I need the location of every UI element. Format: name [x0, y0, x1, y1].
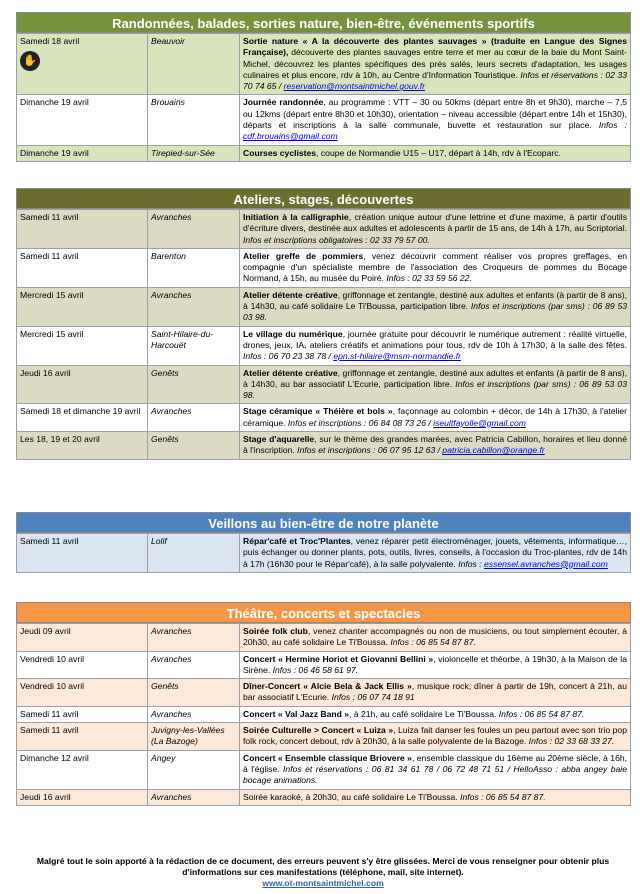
event-row: [17, 750, 631, 789]
event-description: [240, 287, 631, 326]
event-description: [240, 248, 631, 287]
event-place: Brouains: [148, 95, 240, 145]
event-date: Dimanche 19 avril: [17, 145, 148, 161]
event-info: Infos : 06 85 54 87 87.: [496, 708, 585, 719]
event-text: , création unique autour d'une lettrine et d'une maxime, à partir d'outils d'écriture divers, destinée aux adultes et adolescents à partir de 15 ans, de 14h à 17h, au Scriptorial.: [243, 212, 628, 234]
event-info: Infos et inscriptions (par sms) : 06 89 53 03 98.: [243, 378, 627, 401]
event-place: Barenton: [148, 248, 240, 287]
event-row: [17, 723, 631, 751]
event-info: Infos : 06 85 54 87 87.: [387, 637, 476, 648]
event-email-link[interactable]: epn.st-hilaire@msm-normandie.fr: [333, 351, 461, 362]
event-place: Tirepied-sur-Sée: [148, 145, 240, 161]
event-title: Courses cyclistes: [243, 147, 317, 158]
event-date: Vendredi 10 avril: [17, 679, 148, 707]
event-date: Samedi 18 avril ✋: [17, 34, 148, 95]
event-row: [17, 534, 631, 573]
event-title: Atelier détente créative: [243, 289, 338, 300]
event-row: [17, 95, 631, 145]
event-place: Avranches: [148, 706, 240, 722]
event-place: Avranches: [148, 404, 240, 432]
event-text: , façonnage au colombin + décor, de 14h à 17h30, à l'atelier céramique.: [243, 406, 627, 428]
event-info: Infos et inscriptions obligatoires : 02 33 79 57 00.: [243, 234, 430, 245]
event-place: Avranches: [148, 624, 240, 652]
event-text: , venez réparer petit électroménager, jouets, vêtements, informatique…, puis échanger ou donner plants, pots, outils, livres, conseils, à l'occasion du Troc-plantes, rdv de 14h à 17h (16h30 pour le Répar'café), à la salle polyvalente.: [243, 536, 627, 569]
event-title: Le village du numérique: [243, 328, 343, 339]
event-title: Concert « Ensemble classique Briovere »: [243, 752, 412, 763]
event-row: [17, 248, 631, 287]
events-table: [16, 623, 631, 806]
event-place: Genêts: [148, 432, 240, 460]
event-text: , griffonnage et zentangle, destiné aux adultes et enfants (à partir de 8 ans), à 14h30, au café solidaire Le Ti'Boussa, participation libre.: [243, 289, 627, 312]
event-description: [240, 34, 631, 95]
event-row: [17, 624, 631, 652]
event-text: , coupe de Normandie U15 – U17, départ à 14h, rdv à l'Ecoparc.: [316, 147, 561, 158]
event-row: [17, 326, 631, 365]
events-table: [16, 209, 631, 460]
event-text: , sur le thème des grandes marées, avec Patricia Cabillon, horaires et lieu donné à l'inscription.: [243, 434, 627, 456]
event-text: , griffonnage et zentangle, destiné aux adultes et enfants (à partir de 8 ans), à 14h30, au bar associatif L'Ecurie, participation libre.: [243, 367, 627, 389]
event-description: [240, 624, 631, 652]
event-place: Genêts: [148, 365, 240, 404]
event-date: Jeudi 09 avril: [17, 624, 148, 652]
event-description: [240, 723, 631, 751]
event-description: [240, 651, 631, 679]
event-title: Journée randonnée: [243, 97, 324, 108]
event-info: Infos : 02 33 59 56 22.: [383, 273, 472, 284]
event-date: Samedi 11 avril: [17, 534, 148, 573]
event-place: Beauvoir: [148, 34, 240, 95]
section-title: Randonnées, balades, sorties nature, bien-être, événements sportifs: [16, 12, 631, 33]
event-title: Atelier détente créative: [243, 367, 338, 378]
event-title: Soirée folk club: [243, 626, 308, 636]
event-date: Samedi 11 avril: [17, 248, 148, 287]
event-row: [17, 210, 631, 249]
event-row: [17, 789, 631, 805]
event-title: Stage céramique « Théière et bols »: [243, 406, 393, 417]
event-place: Saint-Hilaire-du-Harcouët: [148, 326, 240, 365]
event-text: Soirée karaoké, à 20h30, au café solidaire Le Ti'Boussa.: [243, 791, 458, 802]
event-title: Concert « Val Jazz Band »: [243, 708, 350, 719]
event-description: [240, 404, 631, 432]
section-title: Veillons au bien-être de notre planète: [16, 512, 631, 533]
event-row: [17, 34, 631, 95]
event-text: , venez chanter accompagnés ou non de musiciens, ou tout simplement écouter, à 20h30, au café solidaire Le Ti'Boussa.: [243, 626, 627, 648]
event-text: , à 21h, au café solidaire Le Ti'Boussa.: [349, 708, 497, 719]
event-text: , ensemble classique du 16ème au 20ème siècle, à 16h, à l'église.: [243, 752, 628, 774]
event-date: Dimanche 19 avril: [17, 95, 148, 145]
event-title: Dîner-Concert « Alcie Bela & Jack Ellis »: [243, 681, 412, 692]
section-title: Théâtre, concerts et spectacles: [16, 602, 631, 623]
event-description: [240, 365, 631, 404]
event-description: [240, 145, 631, 161]
event-text: , musique rock, dîner à partir de 19h, concert à 21h, au bar associatif L'Ecurie.: [243, 681, 627, 703]
footer: [18, 856, 628, 889]
event-place: Juvigny-les-Vallées (La Bazoge): [148, 723, 240, 751]
event-place: Genêts: [148, 679, 240, 707]
event-text: , violoncelle et théorbe, à 19h30, à la Maison de la Sirène.: [243, 653, 627, 675]
event-description: [240, 750, 631, 789]
section-title: Ateliers, stages, découvertes: [16, 188, 631, 209]
section-planet: [16, 512, 631, 573]
website-link[interactable]: www.ot-montsaintmichel.com: [262, 878, 384, 888]
section-workshops: [16, 188, 631, 460]
event-row: [17, 432, 631, 460]
event-info: Infos : 06 70 23 38 78 /: [243, 351, 334, 362]
event-email-link[interactable]: iseultfayolle@gmail.com: [433, 417, 526, 428]
event-date: Mercredi 15 avril: [17, 287, 148, 326]
event-row: [17, 706, 631, 722]
event-info: Infos :: [455, 558, 484, 569]
event-place: Avranches: [148, 651, 240, 679]
event-text: , journée gratuite pour découvrir le numérique autrement : réalité virtuelle, drones, jeux, IA, ateliers créatifs et animations pour tous, rdv de 10h à 17h30, à la salle des fêtes.: [243, 328, 627, 350]
event-row: [17, 679, 631, 707]
event-description: [240, 706, 631, 722]
event-description: [240, 432, 631, 460]
event-text: , venez découvrir comment réaliser vos propres greffages, en compagnie d'un spécialiste membre de l'association des Croqueurs de pommes du Bocage Normand, à 15h, au musée du Poiré.: [243, 250, 627, 284]
event-title: Soirée Culturelle > Concert « Luiza »: [243, 725, 394, 736]
event-email-link[interactable]: cdf.brouains@gmail.com: [243, 131, 338, 142]
event-place: Lolif: [148, 534, 240, 573]
event-title: Concert « Hermine Horiot et Giovanni Bellini »: [243, 653, 434, 664]
event-description: [240, 326, 631, 365]
event-date: Dimanche 12 avril: [17, 750, 148, 789]
event-email-link[interactable]: patricia.cabillon@orange.fr: [442, 445, 545, 456]
event-title: Sortie nature « A la découverte des plantes sauvages » (traduite en Langue des Signes Française),: [243, 36, 627, 58]
event-title: Stage d'aquarelle: [243, 434, 315, 445]
event-row: [17, 404, 631, 432]
event-date: Mercredi 15 avril: [17, 326, 148, 365]
event-description: [240, 534, 631, 573]
section-outdoor: [16, 12, 631, 162]
event-title: Initiation à la calligraphie: [243, 212, 349, 222]
event-date: Samedi 18 et dimanche 19 avril: [17, 404, 148, 432]
events-table: [16, 33, 631, 162]
event-info: Infos et réservations : 02 33 70 74 65 /: [243, 69, 627, 92]
event-title: Atelier greffe de pommiers: [243, 250, 364, 261]
sign-language-icon: ✋: [20, 51, 40, 71]
events-table: [16, 533, 631, 573]
event-place: Avranches: [148, 789, 240, 805]
event-row: [17, 287, 631, 326]
event-date: Samedi 11 avril: [17, 706, 148, 722]
event-description: [240, 95, 631, 145]
event-date: Les 18, 19 et 20 avril: [17, 432, 148, 460]
event-info: Infos et réservations : 06 81 34 61 78 / 06 72 48 71 51 / HelloAsso : abba angey baie bocage animations.: [243, 763, 627, 786]
event-info: Infos et inscriptions (par sms) : 06 89 53 03 98.: [243, 301, 628, 323]
event-date: Jeudi 16 avril: [17, 365, 148, 404]
event-date: Vendredi 10 avril: [17, 651, 148, 679]
event-text: , au programme : VTT – 30 ou 50kms (départ entre 8h et 9h30), marche – 7,5 ou 12kms (départ entre 8h30 et 10h30), orientation – niveau accessible (départ entre 14h et 15h30), départs et inscriptions à la salle communale, buvette et restauration sur place.: [243, 97, 627, 131]
event-row: [17, 365, 631, 404]
event-info: Infos et inscriptions : 06 84 08 73 26 /: [285, 417, 434, 428]
event-place: Angey: [148, 750, 240, 789]
event-info: Infos : 06 46 58 61 97.: [270, 664, 359, 675]
event-email-link[interactable]: essensel.avranches@gmail.com: [484, 558, 608, 569]
event-title: Répar'café et Troc'Plantes: [243, 536, 351, 546]
event-email-link[interactable]: reservation@montsaintmichel.gouv.fr: [283, 81, 425, 92]
event-info: Infos : 02 33 68 33 27.: [526, 736, 615, 747]
event-text: , Luiza fait danser les foules un peu partout avec son trio pop folk rock, concert debout, rdv à 20h30, à la salle polyvalente de la Bazoge.: [243, 725, 627, 747]
event-info: Infos et inscriptions : 06 07 95 12 63 /: [294, 445, 443, 456]
event-date: Samedi 11 avril: [17, 210, 148, 249]
event-row: [17, 651, 631, 679]
event-place: Avranches: [148, 287, 240, 326]
event-row: [17, 145, 631, 161]
event-text: découverte des plantes sauvages entre terre et mer au cœur de la baie du Mont Saint-Michel, découvrez les plantes spécifiques des prés salés, leurs secrets d'adaptation, les usages culinaires et plus encore, rdv à 10h, au Centre d'Information Touristique.: [243, 47, 627, 80]
event-date: Samedi 11 avril: [17, 723, 148, 751]
disclaimer-text: Malgré tout le soin apporté à la rédaction de ce document, des erreurs peuvent s'y être glissées. Merci de vous renseigner pour obtenir plus d'informations sur ces manifestations (téléphone, mail, site internet).: [36, 856, 610, 877]
section-shows: [16, 602, 631, 806]
event-info: Infos : 06 85 54 87 87.: [457, 791, 546, 802]
event-info: Infos : 06 07 74 18 91: [329, 692, 415, 703]
event-place: Avranches: [148, 210, 240, 249]
event-info: Infos :: [591, 120, 627, 131]
event-date: Jeudi 16 avril: [17, 789, 148, 805]
event-description: [240, 679, 631, 707]
event-description: [240, 210, 631, 249]
event-description: [240, 789, 631, 805]
